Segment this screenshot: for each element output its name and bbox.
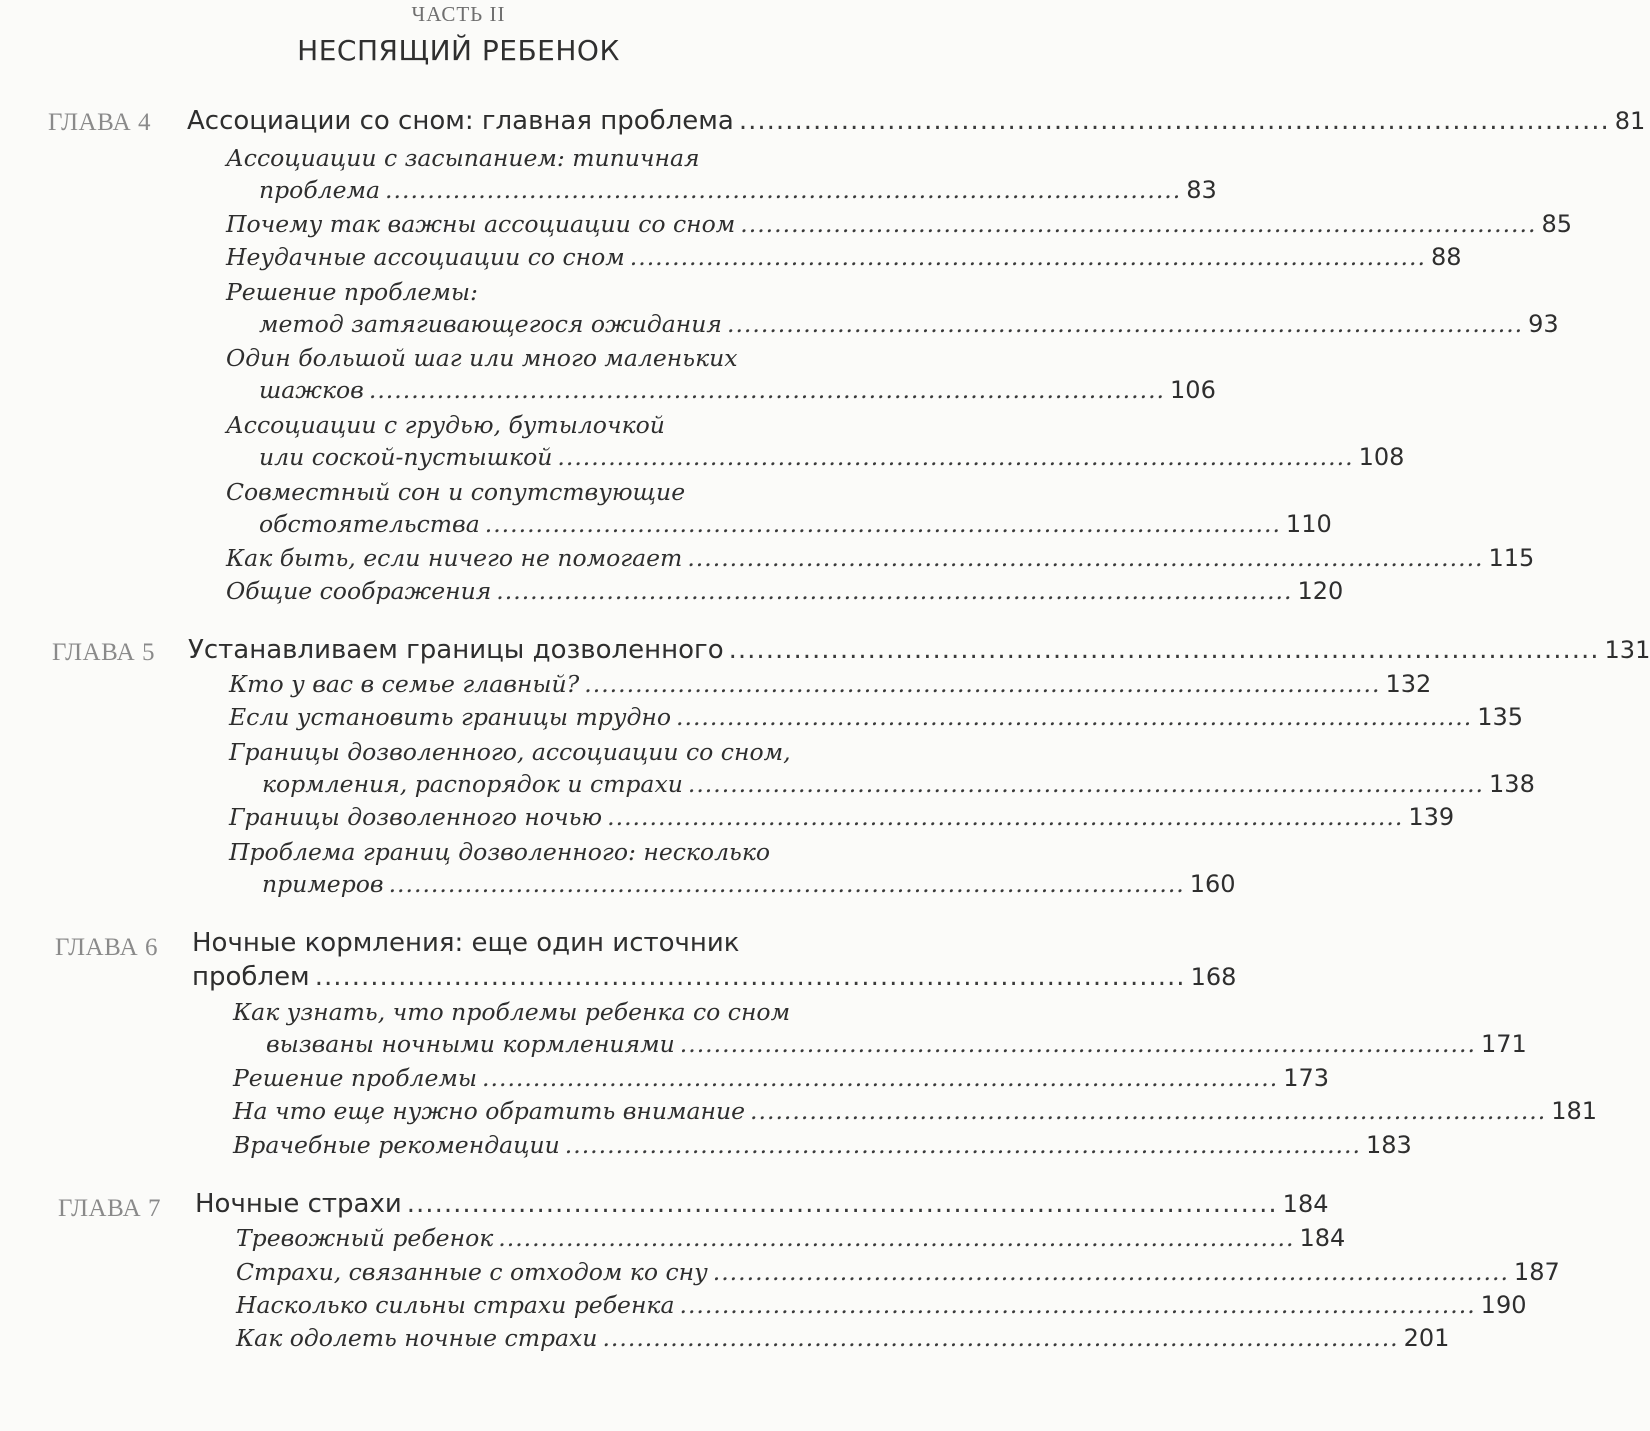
page-number: 88 <box>1430 243 1462 271</box>
page-number: 171 <box>1480 1030 1527 1058</box>
toc-entry <box>236 1224 1346 1258</box>
toc-entry-line1: Один большой шаг или много маленьких <box>226 344 738 372</box>
page-number: 139 <box>1408 803 1455 831</box>
dot-leader: .............................................................................................. <box>406 1189 1278 1219</box>
toc-entry <box>259 176 1217 210</box>
dot-leader: .............................................................................................. <box>385 176 1182 204</box>
dot-leader: .............................................................................................. <box>557 443 1354 471</box>
toc-entry-text: На что еще нужно обратить внимание <box>233 1097 746 1125</box>
page-number: 160 <box>1189 870 1236 898</box>
dot-leader: .............................................................................................. <box>629 243 1426 271</box>
toc-entry-text: Врачебные рекомендации <box>233 1131 560 1159</box>
dot-leader: .............................................................................................. <box>687 770 1485 798</box>
dot-leader: .............................................................................................. <box>740 210 1537 238</box>
toc-entry-line1: Границы дозволенного, ассоциации со сном, <box>229 738 791 766</box>
dot-leader: .............................................................................................. <box>496 577 1293 605</box>
dot-leader: .............................................................................................. <box>482 1064 1279 1092</box>
chapter-title: проблем <box>192 962 310 992</box>
toc-entry-text: обстоятельства <box>259 510 480 538</box>
toc-entry <box>233 1064 1330 1098</box>
part-title: НЕСПЯЩИЙ РЕБЕНОК <box>297 34 620 67</box>
toc-entry-line1: Совместный сон и сопутствующие <box>226 478 686 506</box>
page-number: 183 <box>1365 1131 1412 1159</box>
dot-leader: .............................................................................................. <box>584 670 1381 698</box>
dot-leader: .............................................................................................. <box>607 803 1404 831</box>
toc-entry <box>229 803 1455 837</box>
toc-entry-text: Общие соображения <box>226 577 492 605</box>
toc-entry-line1: Ассоциации с засыпанием: типичная <box>226 144 700 172</box>
dot-leader: .............................................................................................. <box>738 106 1610 136</box>
dot-leader: .............................................................................................. <box>314 962 1186 992</box>
chapter-4-title-line <box>187 106 1646 140</box>
chapter-6-title-line1: Ночные кормления: еще один источник <box>192 928 740 958</box>
chapter-5-title-line <box>188 635 1650 669</box>
toc-entry <box>233 1097 1598 1131</box>
chapter-title: Ассоциации со сном: главная проблема <box>187 106 734 136</box>
chapter-5-label: ГЛАВА 5 <box>52 639 155 666</box>
toc-entry-text: вызваны ночными кормлениями <box>266 1030 675 1058</box>
chapter-title: Устанавливаем границы дозволенного <box>188 635 724 665</box>
dot-leader: .............................................................................................. <box>498 1224 1295 1252</box>
page-number: 138 <box>1489 770 1535 798</box>
toc-entry-line1: Как узнать, что проблемы ребенка со сном <box>233 998 791 1026</box>
chapter-7-title-line <box>195 1189 1329 1223</box>
dot-leader: .............................................................................................. <box>687 544 1484 572</box>
toc-entry-text: Тревожный ребенок <box>236 1224 494 1252</box>
page-number: 93 <box>1528 310 1559 338</box>
toc-entry-text: Насколько сильны страхи ребенка <box>236 1291 675 1319</box>
dot-leader: .............................................................................................. <box>388 870 1185 898</box>
toc-entry-text: Границы дозволенного ночью <box>229 803 603 831</box>
page-number: 110 <box>1285 510 1332 538</box>
chapter-title: Ночные страхи <box>195 1189 402 1219</box>
page-number: 120 <box>1297 577 1344 605</box>
page-number: 131 <box>1604 636 1650 664</box>
toc-entry <box>226 544 1535 578</box>
chapter-6-title-line <box>192 962 1237 996</box>
toc-entry <box>226 210 1572 244</box>
page-number: 184 <box>1299 1224 1346 1252</box>
toc-entry-text: Почему так важны ассоциации со сном <box>226 210 736 238</box>
toc-entry-text: или соской-пустышкой <box>259 443 553 471</box>
toc-entry-text: Решение проблемы <box>233 1064 478 1092</box>
toc-entry-text: Страхи, связанные с отходом ко сну <box>236 1258 708 1286</box>
part-label: ЧАСТЬ II <box>411 2 506 26</box>
page-number: 187 <box>1513 1258 1560 1286</box>
toc-entry <box>226 243 1462 277</box>
toc-entry <box>262 870 1236 904</box>
toc-entry <box>259 443 1405 477</box>
dot-leader: .............................................................................................. <box>750 1097 1547 1125</box>
toc-entry-text: Кто у вас в семье главный? <box>229 670 580 698</box>
page-number: 135 <box>1477 703 1523 731</box>
dot-leader: .............................................................................................. <box>726 310 1524 338</box>
dot-leader: .............................................................................................. <box>676 703 1473 731</box>
toc-entry-line1: Решение проблемы: <box>226 278 478 306</box>
toc-entry <box>229 703 1523 737</box>
toc-entry <box>226 577 1344 611</box>
toc-entry-text: метод затягивающегося ожидания <box>259 310 722 338</box>
toc-entry <box>259 310 1559 344</box>
dot-leader: .............................................................................................. <box>679 1291 1476 1319</box>
page-number: 168 <box>1190 963 1237 991</box>
page-number: 85 <box>1541 210 1572 238</box>
toc-entry-line1: Ассоциации с грудью, бутылочкой <box>226 411 665 439</box>
toc-entry <box>236 1291 1527 1325</box>
page-number: 184 <box>1282 1190 1329 1218</box>
page-number: 173 <box>1283 1064 1330 1092</box>
dot-leader: .............................................................................................. <box>728 635 1600 665</box>
page-number: 108 <box>1358 443 1405 471</box>
toc-entry <box>259 376 1216 410</box>
toc-entry-text: Если установить границы трудно <box>229 703 671 731</box>
toc-entry <box>236 1258 1560 1292</box>
dot-leader: .............................................................................................. <box>712 1258 1509 1286</box>
toc-entry-text: Как быть, если ничего не помогает <box>226 544 683 572</box>
toc-entry <box>236 1324 1450 1358</box>
dot-leader: .............................................................................................. <box>679 1030 1476 1058</box>
chapter-6-label: ГЛАВА 6 <box>55 934 158 961</box>
toc-entry <box>266 1030 1527 1064</box>
page-number: 181 <box>1551 1097 1598 1125</box>
page-number: 201 <box>1403 1324 1450 1352</box>
page-number: 115 <box>1488 544 1535 572</box>
page-number: 83 <box>1186 176 1217 204</box>
page-number: 106 <box>1170 376 1216 404</box>
toc-entry <box>259 510 1332 544</box>
dot-leader: .............................................................................................. <box>368 376 1166 404</box>
toc-entry <box>229 670 1432 704</box>
toc-entry-text: Неудачные ассоциации со сном <box>226 243 625 271</box>
page-number: 81 <box>1614 107 1646 135</box>
page-number: 132 <box>1385 670 1432 698</box>
toc-entry-text: шажков <box>259 376 364 404</box>
toc-entry <box>233 1131 1412 1165</box>
toc-entry-text: Как одолеть ночные страхи <box>236 1324 598 1352</box>
toc-entry-text: кормления, распорядок и страхи <box>262 770 683 798</box>
chapter-4-label: ГЛАВА 4 <box>48 109 151 136</box>
dot-leader: .............................................................................................. <box>602 1324 1399 1352</box>
dot-leader: .............................................................................................. <box>484 510 1281 538</box>
toc-entry-line1: Проблема границ дозволенного: несколько <box>229 838 771 866</box>
toc-entry-text: проблема <box>259 176 381 204</box>
toc-entry-text: примеров <box>262 870 384 898</box>
dot-leader: .............................................................................................. <box>564 1131 1361 1159</box>
toc-entry <box>262 770 1535 804</box>
chapter-7-label: ГЛАВА 7 <box>58 1195 161 1222</box>
page-number: 190 <box>1480 1291 1527 1319</box>
